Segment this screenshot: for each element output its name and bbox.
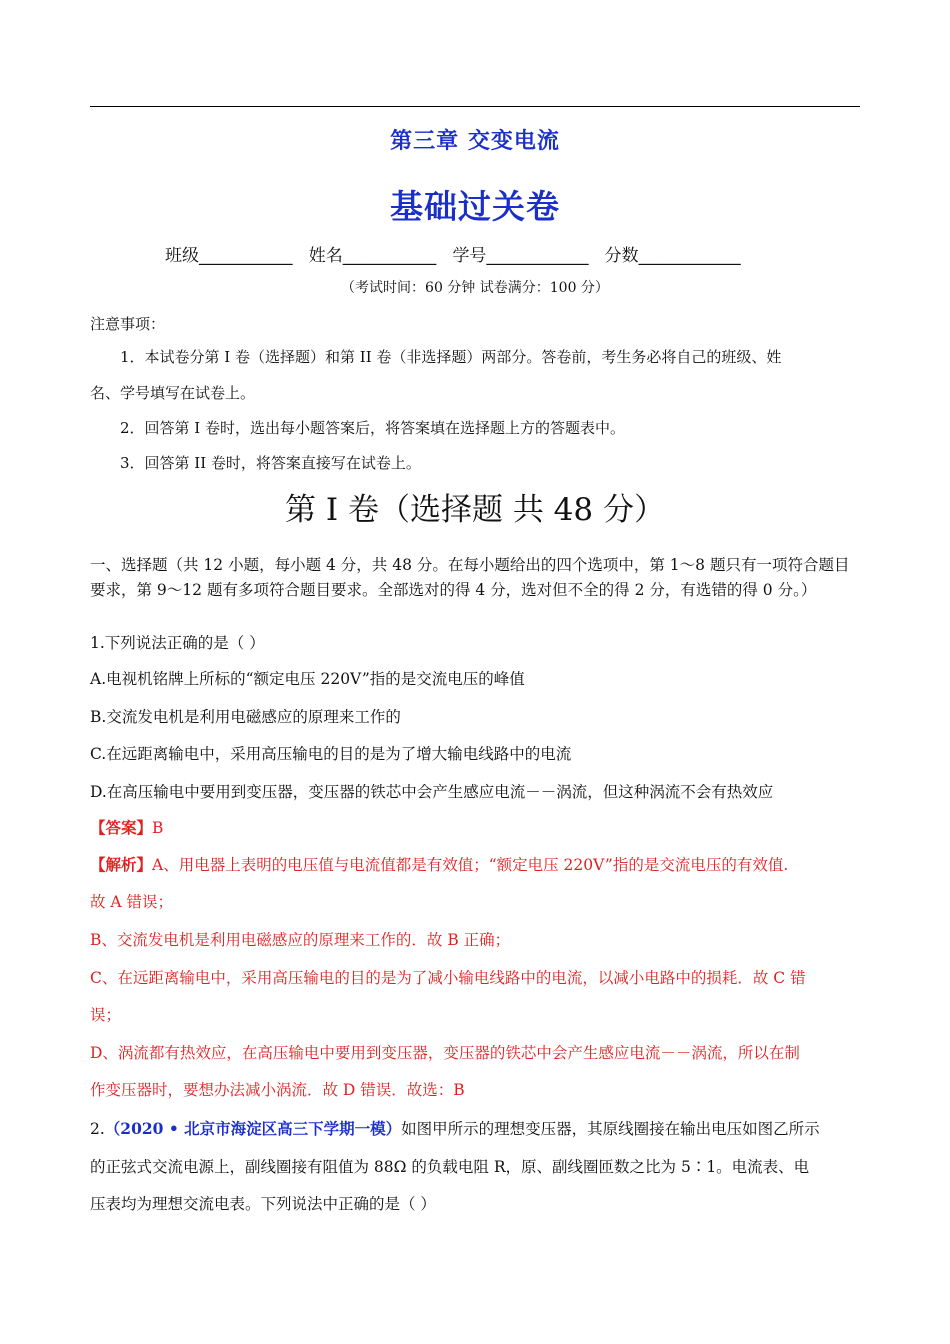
q2-stem-line-1: [90, 1117, 820, 1139]
q1-analysis-1-cont: 故 A 错误；: [90, 893, 174, 911]
q2-number: 2.: [90, 1120, 105, 1138]
header-rule: [90, 106, 860, 107]
section-intro: 一、选择题（共 12 小题，每小题 4 分，共 48 分。在每小题给出的四个选项中，第 1～8 题只有一项符合题目要求，第 9～12 题有多项符合题目要求。全部选对的得 4 分，选对但不全的得 2 分，有选错的得 0 分。）: [90, 556, 850, 599]
q1-option-b: B.交流发电机是利用电磁感应的原理来工作的: [90, 708, 401, 726]
note-1: 1．本试卷分第 I 卷（选择题）和第 II 卷（非选择题）两部分。答卷前，考生务必将自己的班级、姓: [120, 348, 782, 366]
exam-meta: （考试时间：60 分钟 试卷满分：100 分）: [341, 280, 609, 296]
notes-title: 注意事项：: [90, 315, 166, 333]
q1-option-c: C.在远距离输电中，采用高压输电的目的是为了增大输电线路中的电流: [90, 745, 572, 763]
page-title: 基础过关卷: [390, 187, 560, 226]
answer-label: 【答案】: [90, 818, 153, 837]
q1-analysis-3: C、在远距离输电中，采用高压输电的目的是为了减小输电线路中的电流，以减小电路中的损耗．故 C 错: [90, 969, 806, 987]
section-title: 第 I 卷（选择题 共 48 分）: [285, 492, 665, 528]
name-blank: ___________: [342, 246, 437, 266]
score-blank: ____________: [638, 246, 741, 266]
note-3: 3．回答第 II 卷时，将答案直接写在试卷上。: [120, 454, 421, 472]
q1-option-d: D.在高压输电中要用到变压器，变压器的铁芯中会产生感应电流－－涡流，但这种涡流不会有热效应: [90, 783, 774, 801]
note-2: 2．回答第 I 卷时，选出每小题答案后，将答案填在选择题上方的答题表中。: [120, 419, 626, 437]
q1-analysis-2: B、交流发电机是利用电磁感应的原理来工作的．故 B 正确；: [90, 931, 511, 949]
class-label: 班级: [165, 246, 199, 266]
q1-answer: [90, 816, 163, 838]
q2-stem-line-2: 的正弦式交流电源上，副线圈接有阻值为 88Ω 的负载电阻 R，原、副线圈匝数之比为 5∶1。电流表、电: [90, 1158, 810, 1176]
chapter-title: 第三章 交变电流: [390, 129, 560, 154]
q1-option-a: A.电视机铭牌上所标的“额定电压 220V”指的是交流电压的峰值: [90, 670, 525, 688]
q1-analysis-4: D、涡流都有热效应，在高压输电中要用到变压器，变压器的铁芯中会产生感应电流－－涡流，所以在制: [90, 1044, 800, 1062]
q1-analysis-3-cont: 误；: [90, 1006, 122, 1024]
q1-analysis-4-cont: 作变压器时，要想办法减小涡流．故 D 错误．故选：B: [90, 1081, 465, 1099]
score-label: 分数: [604, 246, 639, 266]
answer-value: B: [152, 819, 164, 837]
note-1-cont: 名、学号填写在试卷上。: [90, 384, 256, 402]
name-label: 姓名: [308, 246, 343, 266]
id-label: 学号: [452, 246, 487, 266]
class-blank: ___________: [199, 246, 293, 266]
analysis-label: 【解析】: [90, 855, 153, 874]
q2-stem-line-3: 压表均为理想交流电表。下列说法中正确的是（ ）: [90, 1195, 436, 1213]
student-info-row: [165, 241, 741, 266]
q2-text-1: 如图甲所示的理想变压器，其原线圈接在输出电压如图乙所示: [401, 1120, 820, 1138]
q2-source: （2020 • 北京市海淀区高三下学期一模）: [104, 1119, 402, 1138]
analysis-line-1: A、用电器上表明的电压值与电流值都是有效值；“额定电压 220V”指的是交流电压的有效值.: [152, 856, 789, 874]
q1-analysis-1: [90, 853, 788, 875]
q1-stem: 1.下列说法正确的是（ ）: [90, 634, 265, 652]
id-blank: ____________: [486, 246, 589, 266]
